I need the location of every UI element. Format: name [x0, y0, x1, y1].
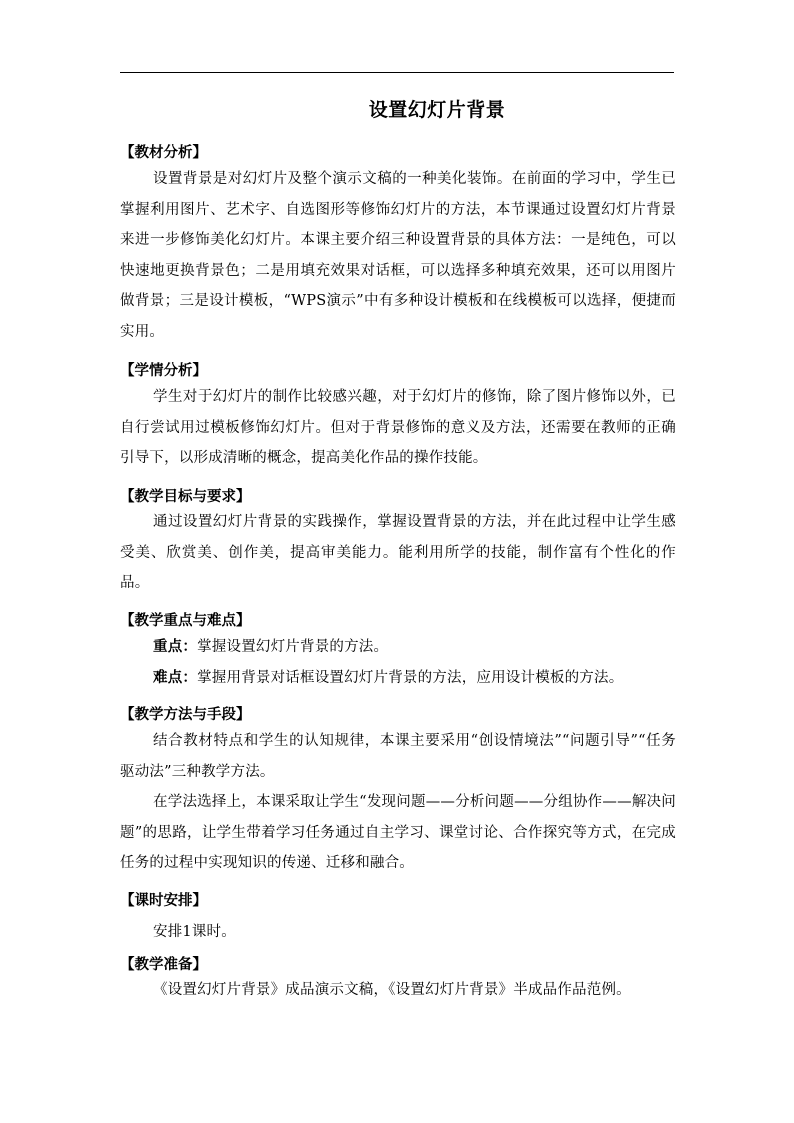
section-heading-key-difficult: 【教学重点与难点】: [120, 613, 251, 629]
section-heading-student-analysis: 【学情分析】: [120, 363, 207, 379]
paragraph-key-point: [120, 632, 676, 663]
key-point-text: 掌握设置幻灯片背景的方法。: [197, 639, 389, 655]
section-heading-methods: 【教学方法与手段】: [120, 707, 251, 723]
difficulty-label: 难点：: [153, 670, 198, 686]
document-title: 设置幻灯片背景: [368, 99, 506, 121]
header-rule: [120, 72, 674, 73]
difficulty-text: 掌握用背景对话框设置幻灯片背景的方法，应用设计模板的方法。: [197, 670, 624, 686]
section-heading-textbook-analysis: 【教材分析】: [120, 145, 207, 161]
paragraph-preparation: 《设置幻灯片背景》成品演示文稿，《设置幻灯片背景》半成品作品范例。: [153, 982, 631, 998]
paragraph-textbook-analysis: 设置背景是对幻灯片及整个演示文稿的一种美化装饰。在前面的学习中，学生已掌握利用图片、艺术字、自选图形等修饰幻灯片的方法，本节课通过设置幻灯片背景来进一步修饰美化幻灯片。本课主要介绍三种设置背景的具体方法：一是纯色，可以快速地更换背景色；二是用填充效果对话框，可以选择多种填充效果，还可以用图片做背景；三是设计模板，“WPS演示”中有多种设计模板和在线模板可以选择，便捷而实用。: [120, 171, 676, 340]
section-heading-preparation: 【教学准备】: [120, 957, 207, 973]
paragraph-schedule: 安排1课时。: [153, 924, 236, 940]
paragraph-goals: 通过设置幻灯片背景的实践操作，掌握设置背景的方法，并在此过程中让学生感受美、欣赏美、创作美，提高审美能力。能利用所学的技能，制作富有个性化的作品。: [120, 514, 676, 592]
paragraph-methods-1: 结合教材特点和学生的认知规律，本课主要采用“创设情境法”“问题引导”“任务驱动法”三种教学方法。: [120, 733, 676, 780]
paragraph-difficulty: [120, 663, 676, 694]
paragraph-methods-2: 在学法选择上，本课采取让学生“发现问题——分析问题——分组协作——解决问题”的思路，让学生带着学习任务通过自主学习、课堂讨论、合作探究等方式，在完成任务的过程中实现知识的传递、迁移和融合。: [120, 794, 676, 872]
paragraph-student-analysis: 学生对于幻灯片的制作比较感兴趣，对于幻灯片的修饰，除了图片修饰以外，已自行尝试用过模板修饰幻灯片。但对于背景修饰的意义及方法，还需要在教师的正确引导下，以形成清晰的概念，提高美化作品的操作技能。: [120, 389, 676, 467]
key-point-label: 重点：: [153, 639, 198, 655]
section-heading-schedule: 【课时安排】: [120, 893, 207, 909]
section-heading-goals: 【教学目标与要求】: [120, 489, 251, 505]
